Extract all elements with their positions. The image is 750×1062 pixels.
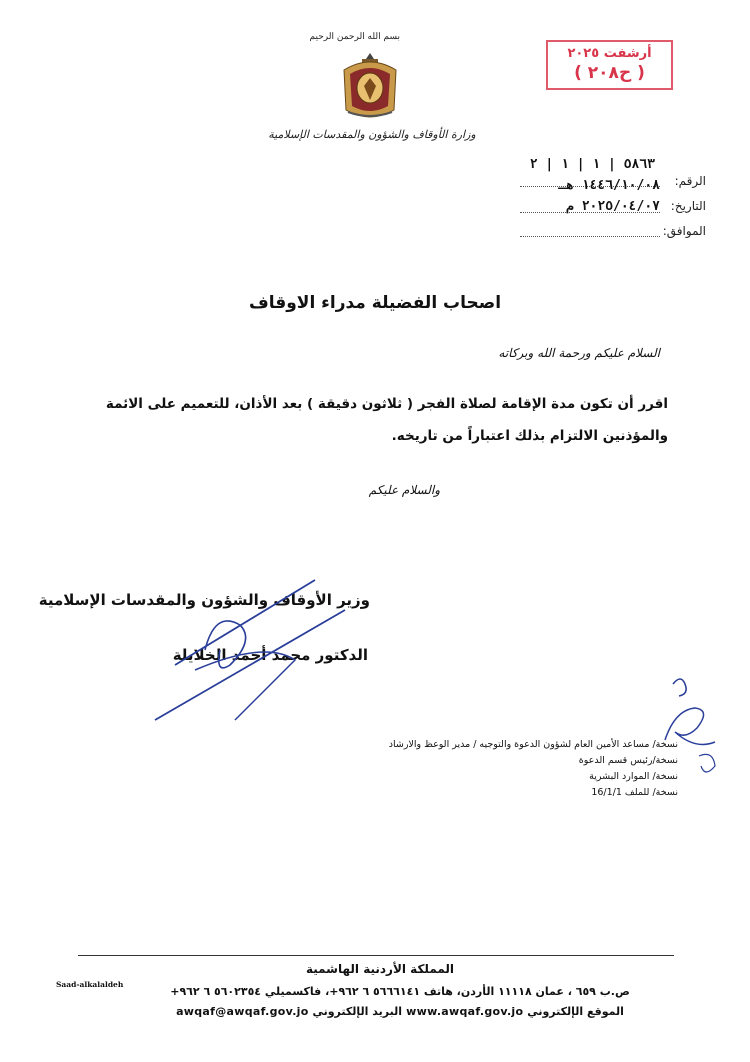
copy-item: نسخة/ مساعد الأمين العام لشؤون الدعوة والتوجيه / مدير الوعظ والارشاد xyxy=(388,739,678,750)
archive-stamp xyxy=(546,40,673,90)
corresponding-line xyxy=(520,236,660,237)
copies-list xyxy=(370,737,678,801)
signatory-title: وزير الأوقاف والشؤون والمقدسات الإسلامية xyxy=(38,591,370,609)
email-label: البريد الإلكتروني xyxy=(312,1005,402,1018)
footer-divider xyxy=(78,955,674,956)
number-label: الرقم: xyxy=(674,174,706,188)
closing: والسلام عليكم xyxy=(368,483,440,497)
stamp-code: ( ح٢٠٨ ) xyxy=(574,63,645,83)
scribe-name: Saad-alkalaldeh xyxy=(56,980,124,989)
body-line-2: والمؤذنين الالتزام بذلك اعتباراً من تاريخه. xyxy=(391,428,668,444)
stamp-title: أرشفت ٢٠٢٥ xyxy=(567,46,652,61)
basmala: بسم الله الرحمن الرحيم xyxy=(309,32,400,42)
web-label: الموقع الإلكتروني xyxy=(527,1005,624,1018)
signature-icon xyxy=(145,570,365,730)
copy-item: نسخة/ الموارد البشرية xyxy=(589,771,678,782)
copy-item: نسخة/ للملف 16/1/1 xyxy=(591,787,678,798)
gregorian-date: ٢٠٢٥/٠٤/٠٧ م xyxy=(566,199,660,214)
corresponding-label: الموافق: xyxy=(662,224,706,238)
addressee: اصحاب الفضيلة مدراء الاوقاف xyxy=(248,293,502,313)
copy-item: نسخة/رئيس قسم الدعوة xyxy=(578,755,678,766)
kingdom-name: المملكة الأردنية الهاشمية xyxy=(305,962,455,976)
jordan-coat-of-arms-icon xyxy=(338,50,402,124)
email-link[interactable]: awqaf@awqaf.gov.jo xyxy=(176,1005,309,1018)
body-line-1: اقرر أن تكون مدة الإقامة لصلاة الفجر ( ثلاثون دقيقة ) بعد الأذان، للتعميم على الائمة xyxy=(105,396,668,412)
hijri-date: ١٤٤٦/١٠/٠٨ هـ xyxy=(558,178,660,193)
ministry-letterhead: وزارة الأوقاف والشؤون والمقدسات الإسلامية xyxy=(268,128,476,141)
website-link[interactable]: www.awqaf.gov.jo xyxy=(406,1005,524,1018)
footer-contacts xyxy=(130,1005,670,1018)
greeting: السلام عليكم ورحمة الله وبركاته xyxy=(498,346,660,360)
signatory-name: الدكتور محمد أحمد الخلايلة xyxy=(172,646,368,664)
footer-address: ص.ب ٦٥٩ ، عمان ١١١١٨ الأردن، هاتف ٥٦٦٦١٤١ ٦ ٩٦٢+، فاكسميلي ٥٦٠٢٣٥٤ ٦ ٩٦٢+ xyxy=(170,985,630,998)
date-label: التاريخ: xyxy=(670,199,706,213)
reference-number: ٥٨٦٣ | ١ | ١ | ٢ xyxy=(529,157,655,172)
